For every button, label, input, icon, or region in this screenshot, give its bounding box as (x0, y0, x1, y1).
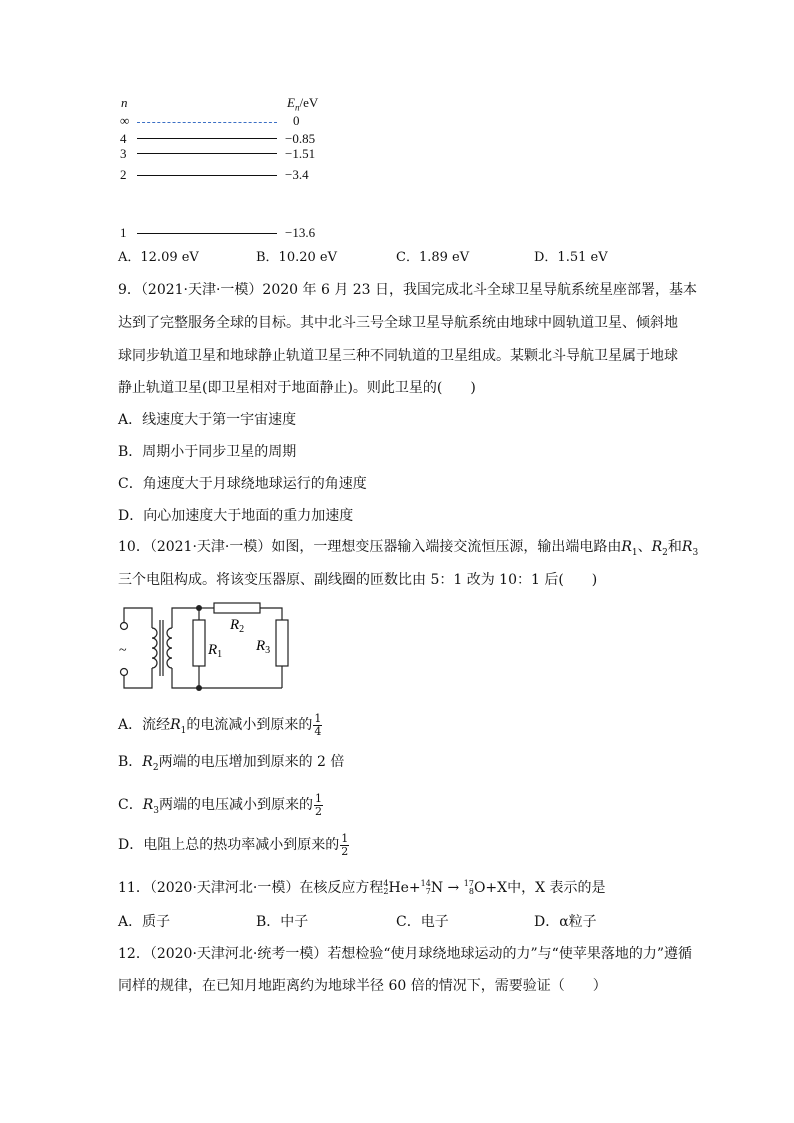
level-line-2 (137, 175, 277, 176)
level-line-4 (137, 138, 277, 139)
fraction-one-quarter: $\frac{1}{4}$ (314, 711, 322, 738)
r1-label: $R_1$ (208, 642, 223, 660)
q10-option-a[interactable]: A．流经$R_1$的电流减小到原来的 $\frac{1}{4}$ (118, 711, 322, 738)
level-n-inf: ∞ (120, 113, 130, 128)
level-e-3: −1.51 (285, 146, 316, 161)
level-n-4: 4 (120, 131, 127, 146)
q9-option-c[interactable]: C．角速度大于月球绕地球运行的角速度 (118, 476, 367, 492)
q10-option-b[interactable]: B．$R_2$两端的电压增加到原来的 2 倍 (118, 754, 345, 773)
level-e-2: −3.4 (285, 167, 309, 182)
q11-stem: 11．（2020·天津河北·一模）在核反应方程 4 2 He+ 14 7 N → 17 8 O+X中，X 表示的是 (118, 879, 606, 896)
level-line-3 (137, 153, 277, 154)
energy-level-diagram (0, 0, 794, 250)
level-n-2: 2 (120, 167, 127, 182)
r3-label: $R_3$ (256, 638, 271, 656)
junction-top (196, 605, 202, 611)
level-n-3: 3 (120, 146, 127, 161)
q8-options (118, 248, 608, 268)
q12-stem-line2: 同样的规律，在已知月地距离约为地球半径 60 倍的情况下，需要验证（ ） (118, 978, 607, 994)
fraction-one-half-c: $\frac{1}{2}$ (315, 791, 322, 818)
q12-stem-line1: 12．（2020·天津河北·统考一模）若想检验“使月球绕地球运动的力”与“使苹果落地的力”遵循 (118, 946, 692, 962)
q11-options (118, 912, 597, 932)
q9-option-b[interactable]: B．周期小于同步卫星的周期 (118, 444, 297, 460)
q11-option-a[interactable]: A．质子 (118, 914, 171, 930)
q9-option-a[interactable]: A．线速度大于第一宇宙速度 (118, 412, 297, 428)
n-axis-label: n (121, 95, 128, 110)
q9-stem-line2: 达到了完整服务全球的目标。其中北斗三号全球卫星导航系统由地球中圆轨道卫星、倾斜地 (118, 315, 678, 331)
level-line-inf (137, 122, 277, 123)
level-e-4: −0.85 (285, 131, 316, 146)
q9-stem-line3: 球同步轨道卫星和地球静止轨道卫星三种不同轨道的卫星组成。某颗北斗导航卫星属于地球 (118, 348, 678, 364)
he-nuclide-numbers: 4 2 (383, 879, 389, 896)
q9-stem-line4: 静止轨道卫星(即卫星相对于地面静止)。则此卫星的( ) (118, 380, 476, 396)
transformer-circuit (112, 598, 302, 693)
q8-option-d[interactable]: D．1.51 eV (534, 250, 608, 265)
junction-bottom (196, 685, 202, 691)
q8-option-b[interactable]: B．10.20 eV (256, 250, 337, 265)
n-nuclide-numbers: 14 7 (420, 879, 431, 896)
q10-option-c[interactable]: C．$R_3$两端的电压减小到原来的 $\frac{1}{2}$ (118, 791, 322, 818)
q9-stem-line1: 9．（2021·天津·一模）2020 年 6 月 23 日，我国完成北斗全球卫星导航系统星座部署，基本 (118, 282, 698, 298)
r2-label: $R_2$ (230, 617, 245, 635)
ac-source-symbol: ~ (119, 643, 127, 658)
q11-option-d[interactable]: D．α粒子 (534, 914, 597, 930)
level-e-inf: 0 (293, 113, 300, 128)
level-e-1: −13.6 (285, 225, 316, 240)
circuit-svg (112, 598, 302, 693)
o-nuclide-numbers: 17 8 (463, 879, 474, 896)
q10-stem-line1: 10．（2021·天津·一模）如图，一理想变压器输入端接交流恒压源，输出端电路由$R_1$、$R_2$和$R_3$ (118, 539, 699, 558)
energy-axis-label: $E_n/eV$ (287, 95, 319, 113)
q8-option-c[interactable]: C．1.89 eV (396, 250, 470, 265)
q11-option-b[interactable]: B．中子 (256, 914, 309, 930)
q9-option-d[interactable]: D．向心加速度大于地面的重力加速度 (118, 508, 354, 524)
q8-option-a[interactable]: A．12.09 eV (118, 250, 199, 265)
q11-option-c[interactable]: C．电子 (396, 914, 449, 930)
fraction-one-half-d: $\frac{1}{2}$ (341, 831, 349, 858)
level-n-1: 1 (120, 225, 127, 240)
q10-stem-line2: 三个电阻构成。将该变压器原、副线圈的匝数比由 5：1 改为 10：1 后( ) (118, 572, 598, 588)
q10-option-d[interactable]: D．电阻上总的热功率减小到原来的 $\frac{1}{2}$ (118, 831, 349, 858)
level-line-1 (137, 233, 277, 234)
